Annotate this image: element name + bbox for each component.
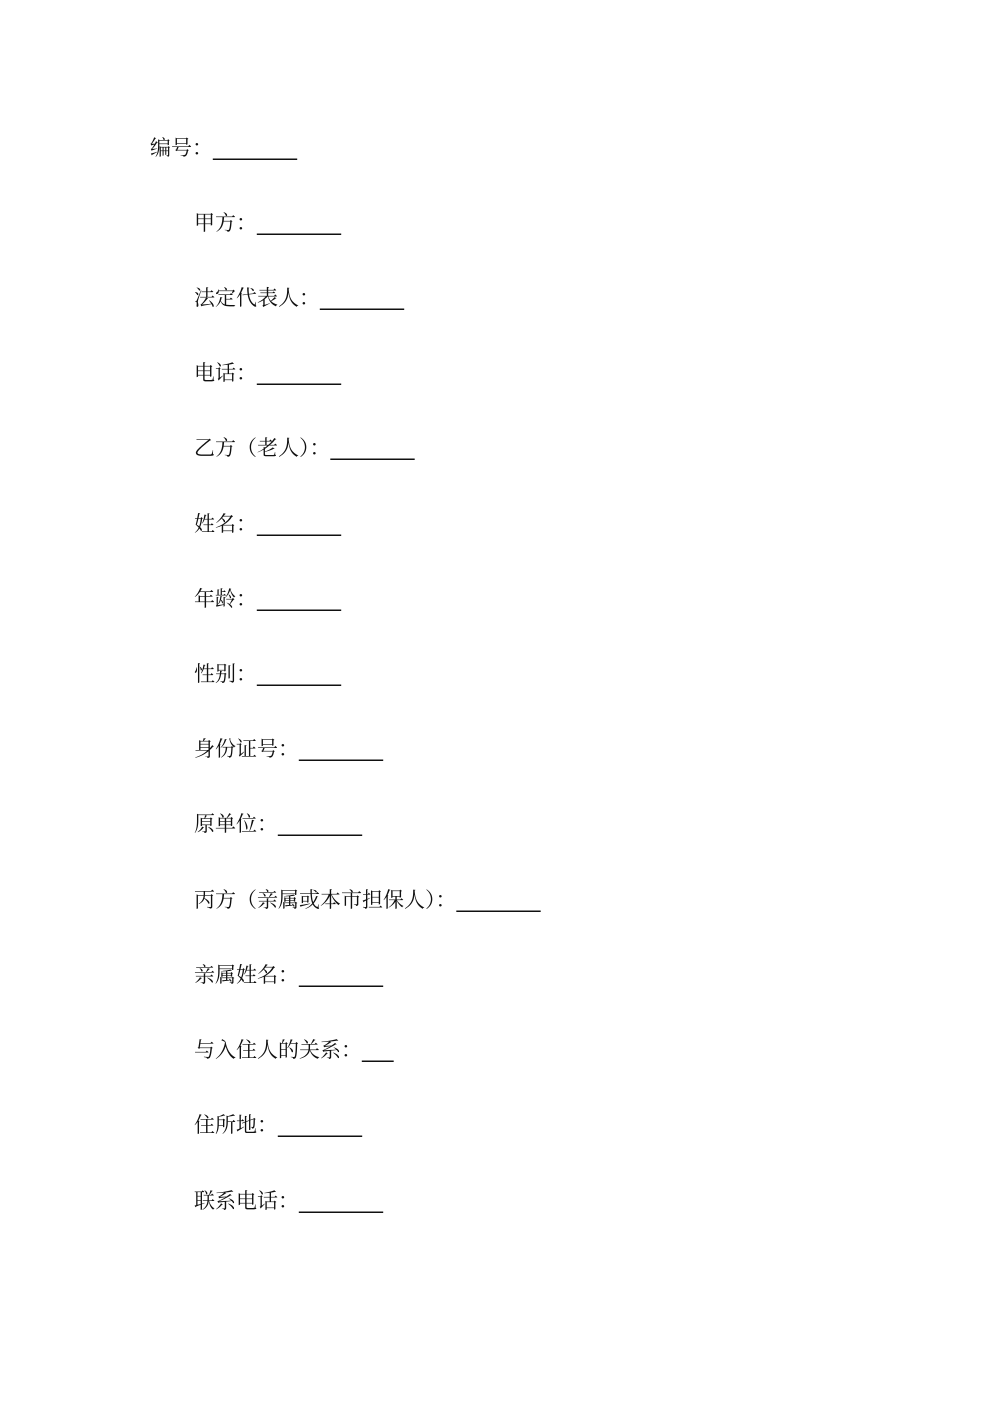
phone-line: 电话：________ (194, 361, 341, 385)
legal-representative-line: 法定代表人：________ (194, 286, 404, 310)
party-c-line: 丙方（亲属或本市担保人）：________ (194, 888, 541, 912)
id-number-line: 身份证号：________ (194, 737, 383, 761)
age-line: 年龄：________ (194, 587, 341, 611)
relationship-line: 与入住人的关系：___ (194, 1038, 394, 1062)
party-b-line: 乙方（老人）：________ (194, 436, 415, 460)
party-a-line: 甲方：________ (194, 211, 341, 235)
former-employer-line: 原单位：________ (194, 812, 362, 836)
contact-phone-line: 联系电话：________ (194, 1189, 383, 1213)
document-number-line: 编号：________ (150, 136, 297, 160)
gender-line: 性别：________ (194, 662, 341, 686)
relative-name-line: 亲属姓名：________ (194, 963, 383, 987)
name-line: 姓名：________ (194, 512, 341, 536)
residence-line: 住所地：________ (194, 1113, 362, 1137)
